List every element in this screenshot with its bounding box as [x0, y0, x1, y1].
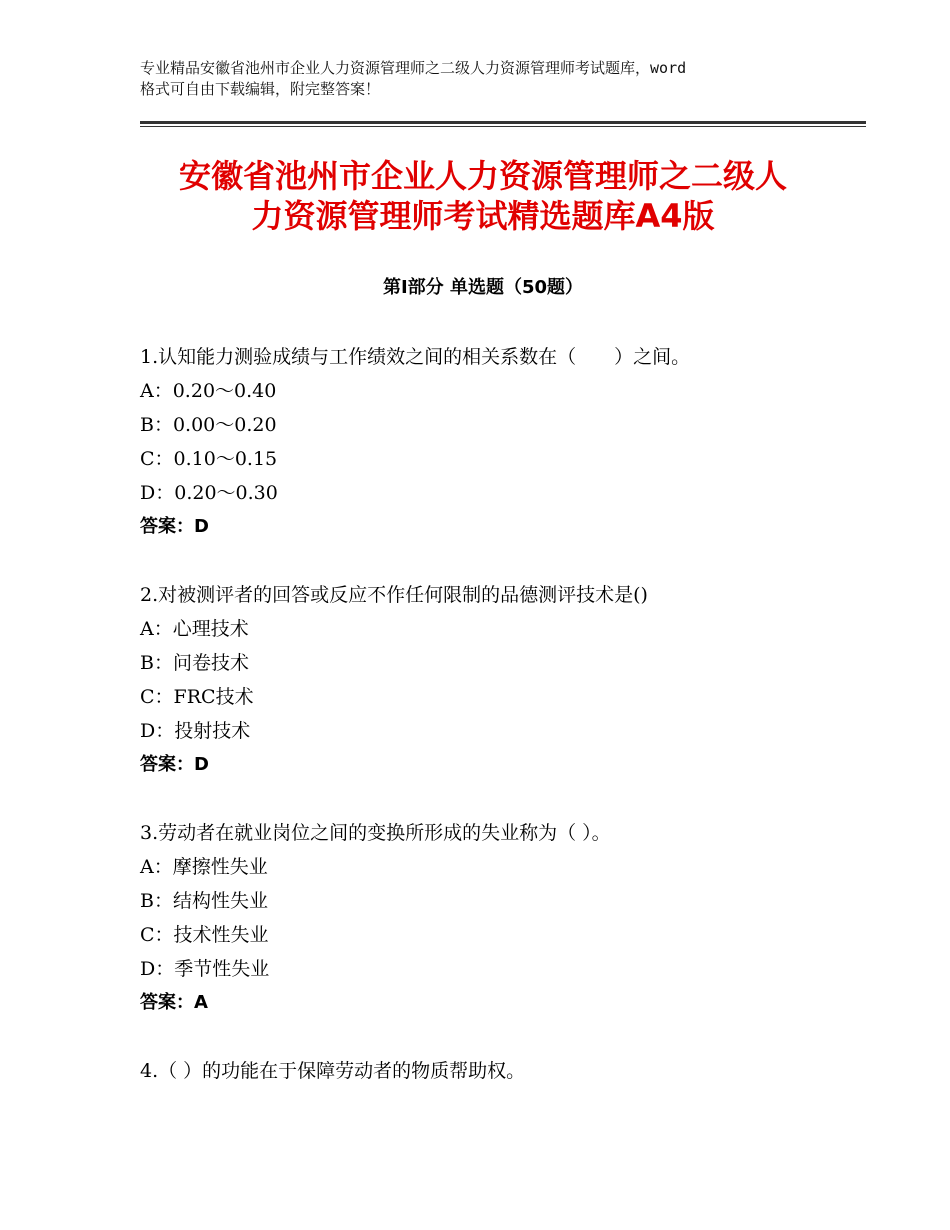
option-c: C：0.10～0.15	[140, 448, 278, 470]
option-d: D：季节性失业	[140, 958, 270, 980]
option-c: C：FRC技术	[140, 686, 254, 708]
option-b: B：问卷技术	[140, 652, 249, 674]
question-item	[140, 340, 840, 544]
section-title: 第Ⅰ部分 单选题（50题）	[382, 277, 583, 298]
option-b: B：0.00～0.20	[140, 414, 277, 436]
question-item	[140, 578, 840, 782]
question-text: 4.（ ）的功能在于保障劳动者的物质帮助权。	[140, 1060, 526, 1082]
header-divider-thick	[140, 121, 866, 124]
document-title-line-2: 力资源管理师考试精选题库A4版	[251, 197, 715, 235]
question-text: 2.对被测评者的回答或反应不作任何限制的品德测评技术是()	[140, 584, 648, 606]
answer-label: 答案：D	[140, 516, 209, 537]
question-item	[140, 1054, 840, 1088]
question-list	[140, 340, 840, 1122]
option-d: D：投射技术	[140, 720, 251, 742]
option-d: D：0.20～0.30	[140, 482, 278, 504]
option-a: A：心理技术	[140, 618, 249, 640]
header-note-line-2: 格式可自由下载编辑，附完整答案！	[140, 80, 381, 98]
answer-label: 答案：A	[140, 992, 208, 1013]
option-c: C：技术性失业	[140, 924, 269, 946]
header-note-line-1: 专业精品安徽省池州市企业人力资源管理师之二级人力资源管理师考试题库，word	[140, 59, 687, 77]
option-a: A：0.20～0.40	[140, 380, 277, 402]
header-note	[140, 58, 830, 100]
question-item	[140, 816, 840, 1020]
answer-label: 答案：D	[140, 754, 209, 775]
option-b: B：结构性失业	[140, 890, 268, 912]
document-title-line-1: 安徽省池州市企业人力资源管理师之二级人	[178, 157, 787, 195]
question-text: 3.劳动者在就业岗位之间的变换所形成的失业称为（ ）。	[140, 822, 611, 844]
document-title	[140, 156, 826, 236]
question-text: 1.认知能力测验成绩与工作绩效之间的相关系数在（ ）之间。	[140, 346, 691, 368]
option-a: A：摩擦性失业	[140, 856, 268, 878]
header-divider-thin	[140, 126, 866, 127]
